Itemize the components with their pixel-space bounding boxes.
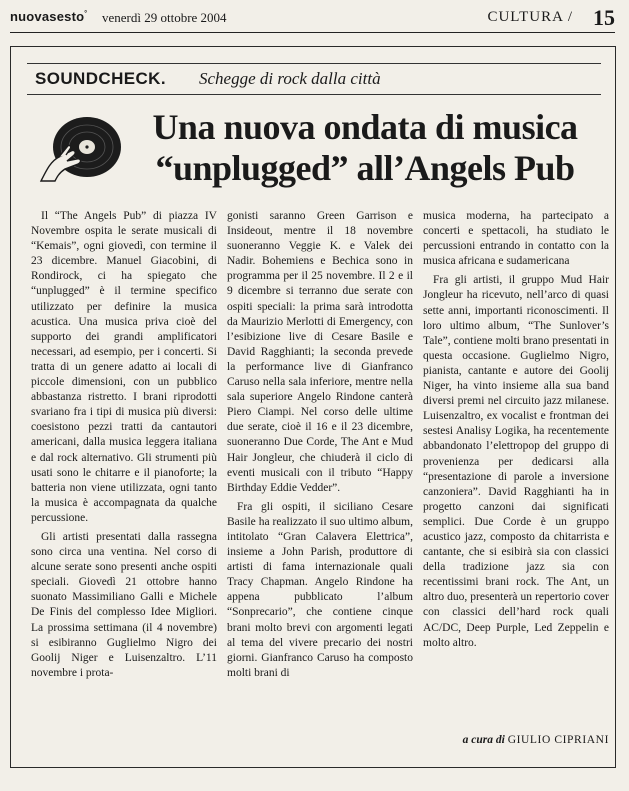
section-name: CULTURA /: [487, 9, 573, 25]
paragraph: Il “The Angels Pub” di piazza IV Novembre ospita le serate musicali di “Kemais”, ogni giovedì, con termine il 23 dicembre. Manuel Giacobini, di Rondirock, ci ha spiegato che “unplugged” è il termine specifico utilizzato per definire la musica acustica. Una musica priva cioè del supporto dei grandi amplificatori necessari, ad esempio, per i concerti. Si tratta di un genere adatto ai locali di piccole dimensioni, con un pubblico abbastanza ristretto. I brani riprodotti svariano fra i tipi di musica più diversi: coesistono pezzi tratti da cantautori americani, dalla musica leggera italiana e dal rock alternativo. Gli strumenti più usati sono le chitarre e il pianoforte; la batteria non viene utilizzata, ogni tanto la musica è accompagnata da qualche percussione.: [31, 210, 217, 524]
article-column-1: [31, 209, 217, 681]
headline: [123, 107, 607, 189]
paragraph: Gli artisti presentati dalla rassegna sono circa una ventina. Nel corso di alcune serate sono presenti anche ospiti speciali. Giovedì 21 ottobre hanno suonato Massimiliano Galli e Michele De Finis del complesso Idee Migliori. La prossima settimana (il 4 novembre) si esibiranno Guglielmo Nigro dei Goolij Niger e Luisenzaltro. L’11 novembre i prota-: [31, 530, 217, 679]
kicker-label: SOUNDCHECK.: [35, 69, 166, 88]
issue-date: venerdì 29 ottobre 2004: [102, 10, 227, 25]
kicker-bar: [27, 63, 601, 95]
article-column-2: [227, 209, 413, 681]
byline-prefix: a cura di: [462, 734, 505, 746]
byline: [429, 734, 609, 746]
headline-line-1: Una nuova ondata di musica: [152, 107, 578, 147]
paragraph: gonisti saranno Green Garrison e Insideout, mentre il 18 novembre suoneranno Veggie K. e Valek dei Nadir. Bohemiens e Bechica sono in programma per il 25 novembre. Il 2 e il 9 dicembre si terranno due serate con ospiti speciali: la prima sarà introdotta da Maurizio Merlotti di Emergency, con l’esibizione live di Cesare Basile e David Ragghianti; la seconda prevede la performance live di Gianfranco Caruso nella sala inferiore, mentre nella sala superiore Angelo Rindone canterà Piero Ciampi. Nel corso delle ultime due serate, cioè il 16 e il 23 dicembre, suoneranno Due Corde, The Ant e Mud Hair Jongleur, che chiuderà il ciclo di eventi musicali con il tributo “Happy Birthday Eddie Vedder”.: [227, 210, 413, 494]
article-column-3: [423, 209, 609, 651]
newspaper-name: nuovasesto°: [10, 9, 88, 24]
kicker-subtitle: Schegge di rock dalla città: [199, 69, 381, 88]
masthead: [10, 6, 615, 33]
vinyl-disc-hand-icon: [37, 111, 125, 183]
article-box: [10, 46, 616, 768]
author-name: GIULIO CIPRIANI: [507, 734, 609, 746]
paragraph: Fra gli ospiti, il siciliano Cesare Basile ha realizzato il suo ultimo album, intitolato “Gran Calavera Elettrica”, insieme a John Parish, produttore di artisti di fama internazionale quali Tracy Chapman. Angelo Rindone ha appena pubblicato l’album “Sonprecario”, che contiene cinque brani molto brevi con argomenti legati al tema del vivere precario dei nostri giorni. Gianfranco Caruso ha composto molti brani di: [227, 500, 413, 679]
paragraph: musica moderna, ha partecipato a concerti e spettacoli, ha studiato le percussioni entrando in contatto con la musica africana e sudamericana: [423, 210, 609, 268]
headline-line-2: “unplugged” all’Angels Pub: [155, 148, 575, 188]
paragraph: Fra gli artisti, il gruppo Mud Hair Jongleur ha ricevuto, nell’arco di quasi sette anni, importanti riconoscimenti. Il loro ultimo album, “The Sunlover’s Tale”, contiene molti brano presentati in questa occasione. Guglielmo Nigro, pianista, cantante e autore dei Goolij Niger, ha vinto insieme alla sua band diversi premi nel circuito jazz milanese. Luisenzaltro, ex vocalist e frontman dei sestesi Analisy Logika, ha recentemente abbandonato l’elettropop del gruppo di provenienza per dedicarsi alla “presentazione di parole a inversione canzoniera”. David Ragghianti ha in progetto canzoni dai significati semplici. Due Corde è un gruppo acustico jazz, composto da chitarrista e cantante, che si esibirà sia con classici della tradizione jazz sia con recentissimi brani rock. The Ant, un altro duo, presenterà un repertorio cover con classici dell’hard rock quali AC/DC, Deep Purple, Led Zeppelin e molto altro.: [423, 274, 609, 649]
page-number: 15: [593, 5, 615, 30]
